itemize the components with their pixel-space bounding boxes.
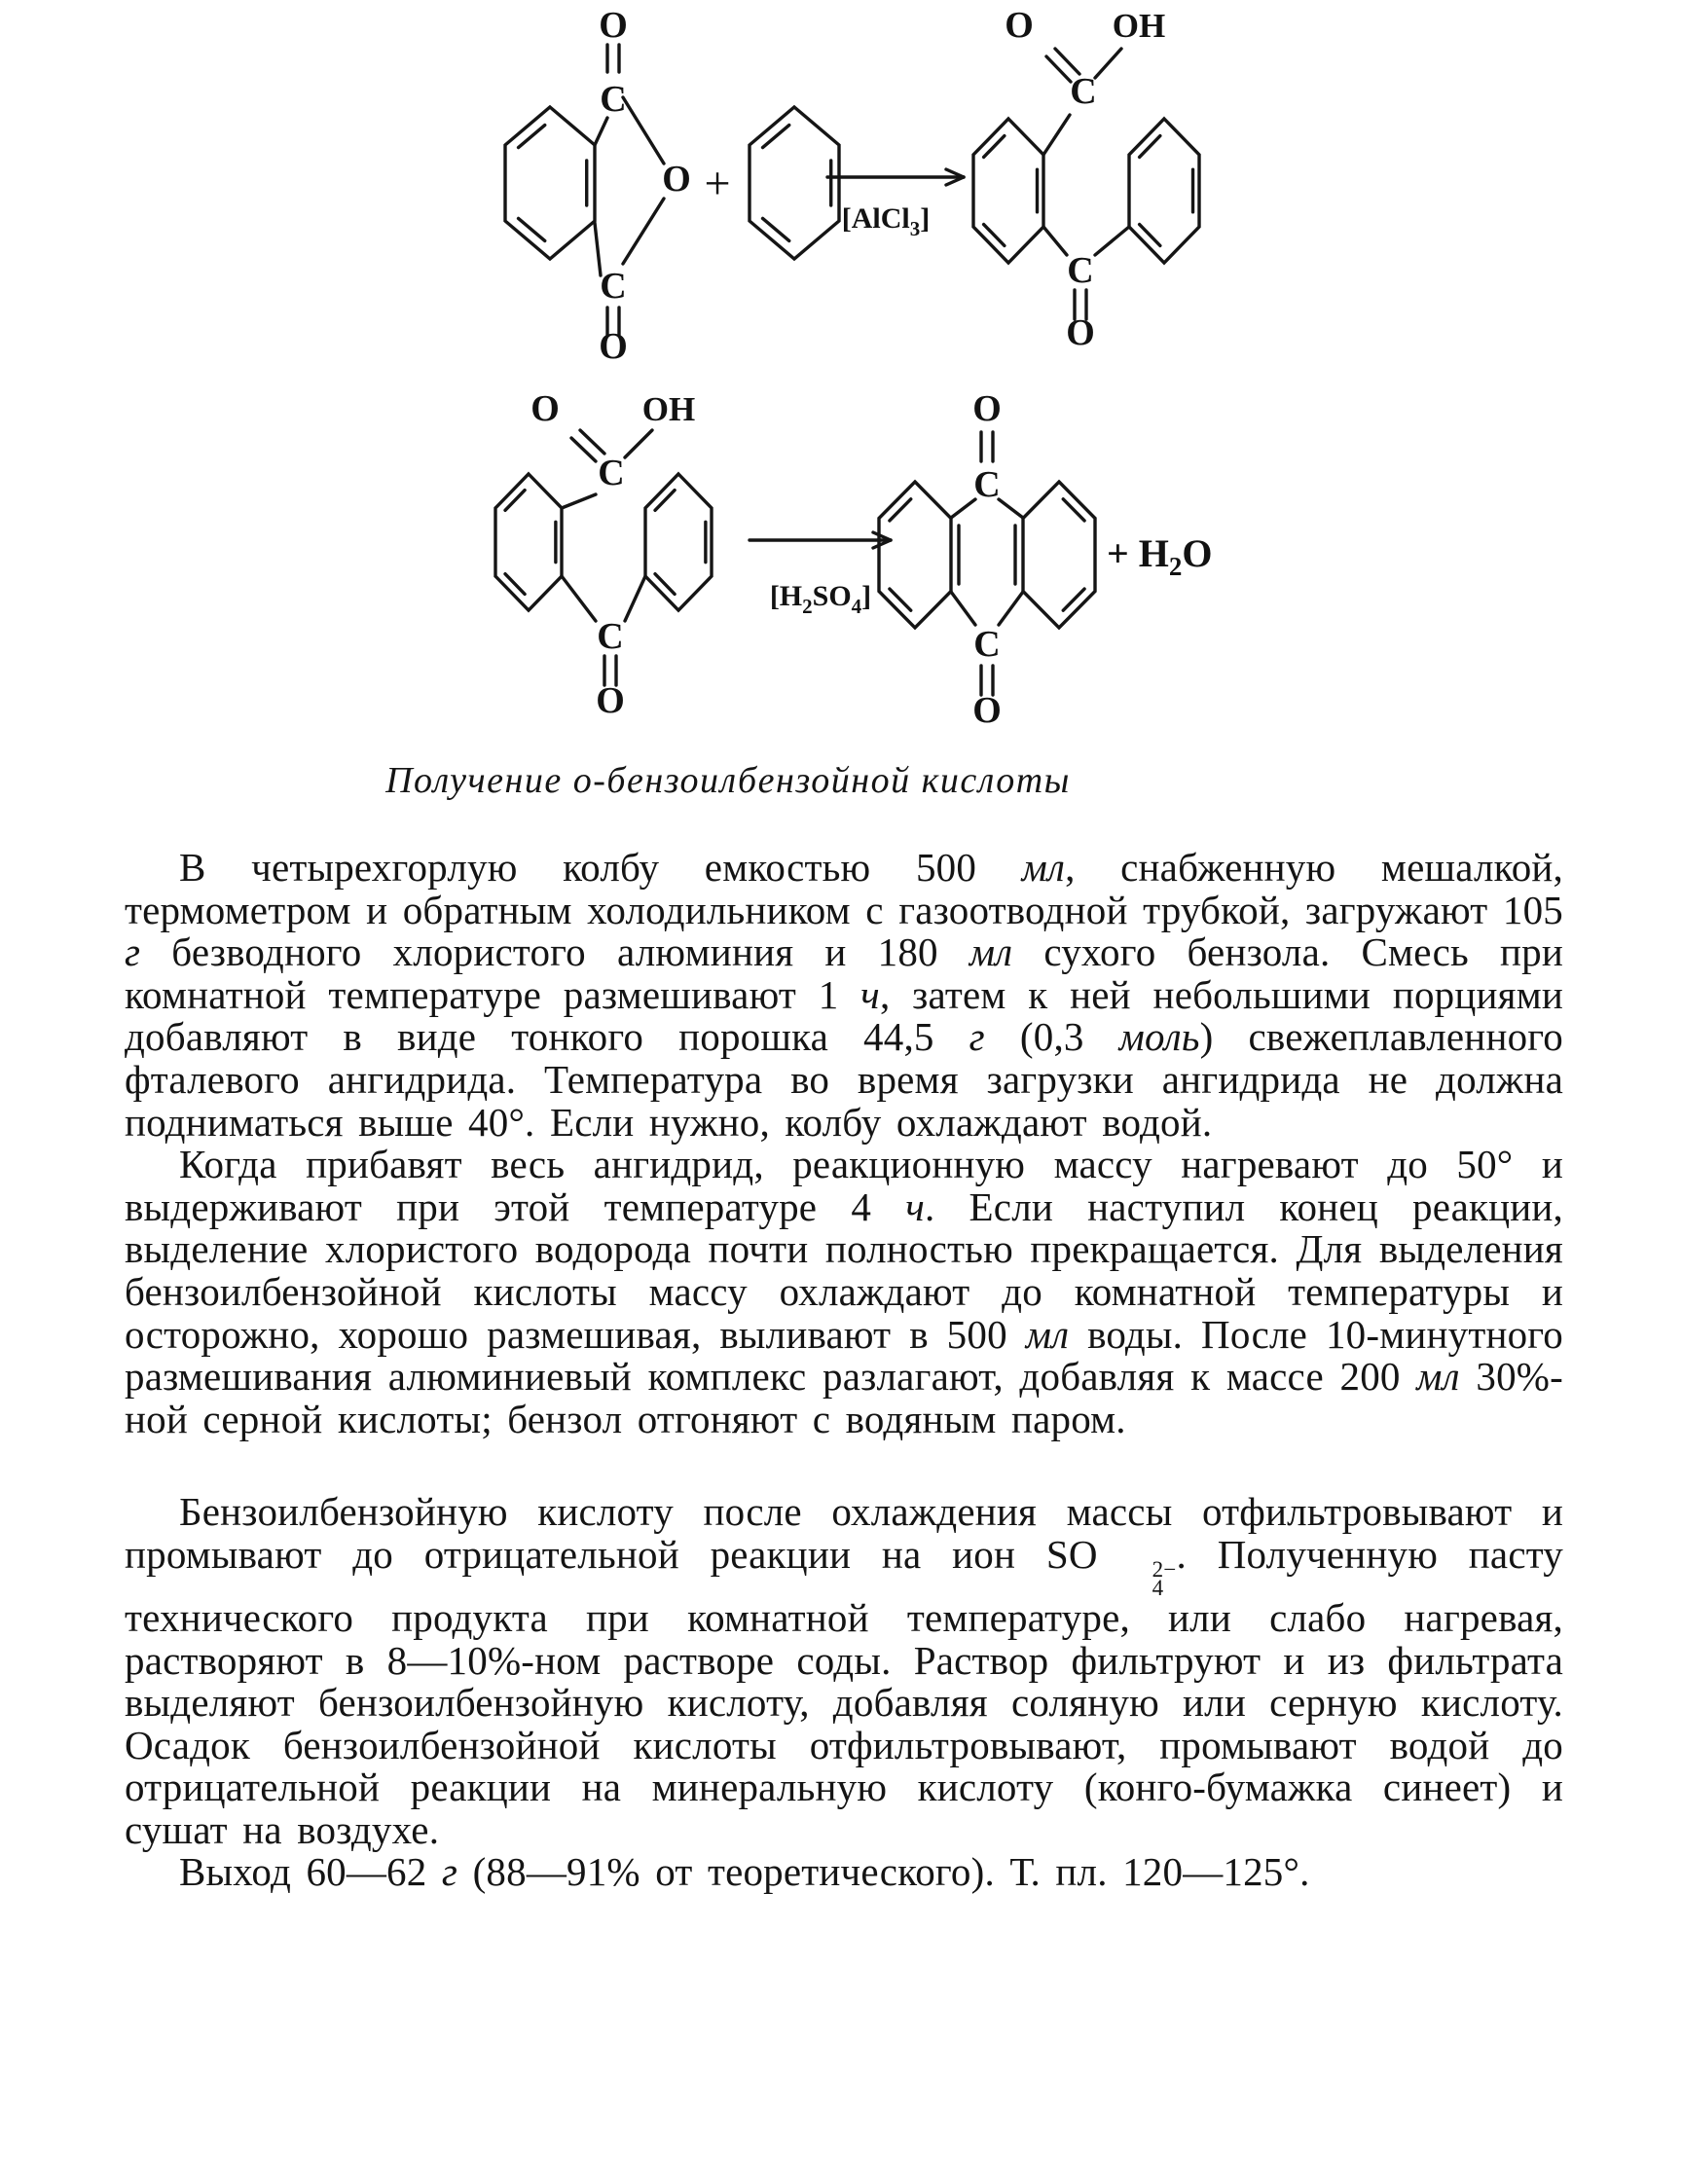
oxygen-atom-label: O	[596, 680, 625, 721]
carbon-atom-label: C	[973, 464, 1001, 505]
text-column	[125, 759, 1563, 1894]
hydroxyl-label: OH	[641, 390, 696, 428]
reaction-arrow	[750, 532, 891, 548]
benzene-ring	[750, 107, 839, 259]
carbon-atom-label: C	[600, 79, 627, 120]
procedure-paragraph-1: В четырехгорлую колбу емкостью 500 мл, снабженную мешалкой, термометром и обратным холодильником с газоотводной трубкой, загружают 105 г безводного хлористого алюминия и 180 мл сухого бензола. Смесь при комнатной температуре размешивают 1 ч, затем к ней небольшими порциями добавляют в виде тонкого порошка 44,5 г (0,3 моль) свежеплавленного фталевого ангидрида. Температура во время загрузки ангидрида не должна подниматься выше 40°. Если нужно, колбу охлаждают водой.	[125, 845, 1563, 1145]
water-byproduct-label: + $H_2O$	[1107, 531, 1213, 581]
oxygen-atom-label: O	[530, 388, 560, 429]
oxygen-atom-label: O	[972, 388, 1002, 429]
catalyst-label-h2so4: $[H_2SO_4]$	[769, 580, 872, 618]
carbon-atom-label: C	[598, 453, 625, 493]
reaction-scheme-1	[321, 6, 1275, 368]
reaction-scheme-2	[307, 372, 1270, 751]
oxygen-atom-label: O	[1005, 5, 1034, 46]
procedure-paragraph-2: Когда прибавят весь ангидрид, реакционную массу нагревают до 50° и выдерживают при этой температуре 4 ч. Если наступил конец реакции, выделение хлористого водорода почти полностью прекращается. Для выделения бензоилбензойной кислоты массу охлаждают до комнатной температуры и осторожно, хорошо размешивая, выливают в 500 мл воды. После 10-минутного размешивания алюминиевый комплекс разлагают, добавляя к массе 200 мл 30%-ной серной кислоты; бензол отгоняют с водяным паром.	[125, 1142, 1564, 1441]
carbon-atom-label: C	[597, 616, 624, 657]
oxygen-atom-label: O	[662, 159, 691, 200]
procedure-paragraph-3: Бензоилбензойную кислоту после охлаждения массы отфильтровывают и промывают до отрицательной реакции на ион SO 2− 4 . Полученную пасту технического продукта при комнатной температуре, или слабо нагревая, растворяют в 8—10%-ном растворе соды. Раствор фильтруют и из фильтрата выделяют бензоилбензойную кислоту, добавляя соляную или серную кислоту. Осадок бензоилбензойной кислоты отфильтровывают, промывают водой до отрицательной реакции на минеральную кислоту (конго-бумажка синеет) и сушат на воздухе.	[125, 1489, 1563, 1852]
oxygen-atom-label: O	[599, 326, 628, 367]
hydroxyl-label: OH	[1112, 7, 1166, 45]
carbon-atom-label: C	[973, 624, 1001, 665]
benzene-ring	[645, 474, 712, 610]
benzene-ring	[1129, 119, 1199, 263]
benzene-ring	[879, 482, 951, 628]
section-title: Получение о-бензоилбензойной кислоты	[385, 760, 1071, 801]
carbon-atom-label: C	[1070, 71, 1097, 112]
oxygen-atom-label: O	[972, 690, 1002, 731]
oxygen-atom-label: O	[599, 5, 628, 46]
benzene-ring	[973, 119, 1043, 263]
plus-sign: +	[704, 158, 731, 209]
carbon-atom-label: C	[600, 266, 627, 307]
catalyst-label-alcl3: [AlCl$_3$]	[841, 202, 931, 240]
benzene-ring	[495, 474, 562, 610]
benzene-ring	[505, 107, 595, 259]
carbon-atom-label: C	[1067, 250, 1094, 291]
yield-line: Выход 60—62 г (88—91% от теоретического). Т. пл. 120—125°.	[179, 1849, 1310, 1895]
oxygen-atom-label: O	[1066, 312, 1095, 353]
benzene-ring	[1023, 482, 1095, 628]
reaction-arrow	[827, 169, 964, 185]
